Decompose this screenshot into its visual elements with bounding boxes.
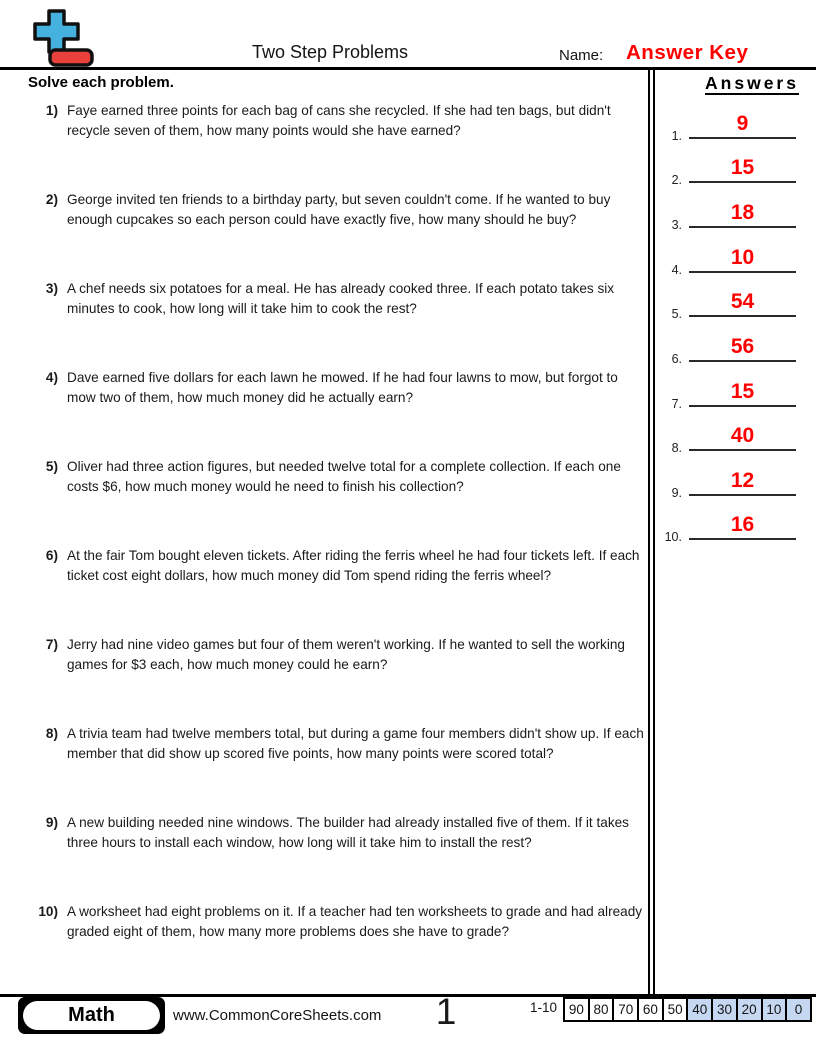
answer-value: 12 [730, 469, 755, 492]
answer-number: 1. [671, 129, 682, 143]
problem-3 [28, 279, 650, 318]
answer-5 [658, 288, 796, 321]
answer-8 [658, 422, 796, 455]
grade-cell: 90 [568, 1002, 584, 1017]
problem-text: Faye earned three points for each bag of cans she recycled. If she had ten bags, but didn't recycle seven of them, how many points would she have earned? [67, 103, 611, 138]
answer-9 [658, 467, 796, 500]
answer-blank-line [689, 156, 796, 183]
page-number: 1 [435, 991, 457, 1032]
problem-text: A trivia team had twelve members total, but during a game four members didn't show up. If each member that did show up scored five points, how many points were scored total? [67, 726, 644, 761]
subject-badge [18, 997, 165, 1034]
answer-value: 16 [730, 513, 755, 536]
problem-number: 1) [45, 103, 58, 118]
answer-number: 5. [671, 307, 682, 321]
grade-cell: 40 [686, 999, 711, 1020]
answer-value: 40 [730, 424, 755, 447]
problem-2 [28, 190, 650, 229]
answer-value: 9 [736, 112, 749, 135]
worksheet-title: Two Step Problems [251, 42, 409, 62]
answer-blank-line [689, 112, 796, 139]
name-label: Name: [559, 47, 604, 64]
problem-8 [28, 724, 650, 763]
answer-number: 6. [671, 352, 682, 366]
problem-number: 5) [45, 459, 58, 474]
answer-value: 15 [730, 156, 755, 179]
problem-text: Jerry had nine video games but four of them weren't working. If he wanted to sell the working games for $3 each, how much money could he earn? [67, 637, 625, 672]
answer-4 [658, 244, 796, 277]
answer-number: 9. [671, 486, 682, 500]
answer-blank-line [689, 246, 796, 273]
answer-number: 4. [671, 263, 682, 277]
grade-cell: 50 [662, 999, 687, 1020]
subject-label: Math [23, 1001, 160, 1030]
problem-10 [28, 902, 650, 941]
problem-text: Dave earned five dollars for each lawn he mowed. If he had four lawns to mow, but forgot to mow two of them, how much money did he actually earn? [67, 370, 618, 405]
grade-cell: 70 [612, 999, 637, 1020]
answer-blank-line [689, 469, 796, 496]
problem-number: 4) [45, 370, 58, 385]
problem-6 [28, 546, 650, 585]
problem-number: 6) [45, 548, 58, 563]
answer-number: 2. [671, 173, 682, 187]
answer-blank-line [689, 380, 796, 407]
answer-value: 18 [730, 201, 755, 224]
grade-cell: 0 [785, 999, 810, 1020]
website-url: www.CommonCoreSheets.com [173, 1007, 382, 1024]
problem-9 [28, 813, 650, 852]
answer-number: 3. [671, 218, 682, 232]
problem-text: At the fair Tom bought eleven tickets. After riding the ferris wheel he had four tickets left. If each ticket cost eight dollars, how much money did Tom spend riding the ferris wheel? [67, 548, 640, 583]
problem-5 [28, 457, 650, 496]
answer-blank-line [689, 513, 796, 540]
answer-value: 10 [730, 246, 755, 269]
grade-cell: 20 [736, 999, 761, 1020]
problem-text: Oliver had three action figures, but needed twelve total for a complete collection. If each one costs $6, how much money would he need to finish his collection? [67, 459, 621, 494]
answer-key-text: Answer Key [626, 41, 749, 64]
answer-3 [658, 199, 796, 232]
grade-scale-label: 1-10 [529, 1000, 557, 1015]
problem-number: 10) [38, 904, 58, 919]
grade-cell: 60 [637, 999, 662, 1020]
answer-blank-line [689, 201, 796, 228]
problem-1 [28, 101, 650, 140]
answer-7 [658, 378, 796, 411]
answer-value: 15 [730, 380, 755, 403]
answer-number: 8. [671, 441, 682, 455]
answer-6 [658, 333, 796, 366]
problem-text: A chef needs six potatoes for a meal. He has already cooked three. If each potato takes six minutes to cook, how long will it take him to cook the rest? [67, 281, 615, 316]
grade-cell: 80 [588, 999, 613, 1020]
problem-4 [28, 368, 650, 407]
problem-number: 7) [45, 637, 58, 652]
answer-number: 10. [664, 530, 682, 544]
grade-cell: 30 [711, 999, 736, 1020]
answer-number: 7. [671, 397, 682, 411]
answer-blank-line [689, 290, 796, 317]
problem-text: George invited ten friends to a birthday party, but seven couldn't come. If he wanted to buy enough cupcakes so each person could have exactly five, how many should he buy? [67, 192, 611, 227]
answer-2 [658, 154, 796, 187]
instruction-text: Solve each problem. [28, 74, 174, 91]
problem-number: 9) [45, 815, 58, 830]
answer-value: 56 [730, 335, 755, 358]
grading-scale-table [563, 997, 812, 1022]
answer-1 [658, 110, 796, 143]
answer-value: 54 [730, 290, 755, 313]
problem-number: 8) [45, 726, 58, 741]
problem-7 [28, 635, 650, 674]
answers-title: Answers [705, 73, 799, 93]
answer-blank-line [689, 335, 796, 362]
answer-10 [658, 511, 796, 544]
problem-text: A new building needed nine windows. The builder had already installed five of them. If it takes three hours to install each window, how long will it take him to install the rest? [67, 815, 629, 850]
problem-number: 2) [45, 192, 58, 207]
problem-text: A worksheet had eight problems on it. If a teacher had ten worksheets to grade and had already graded eight of them, how many more problems does she have to grade? [67, 904, 643, 939]
problem-number: 3) [45, 281, 58, 296]
answer-blank-line [689, 424, 796, 451]
header-rule [0, 67, 816, 70]
grade-cell: 10 [761, 999, 786, 1020]
